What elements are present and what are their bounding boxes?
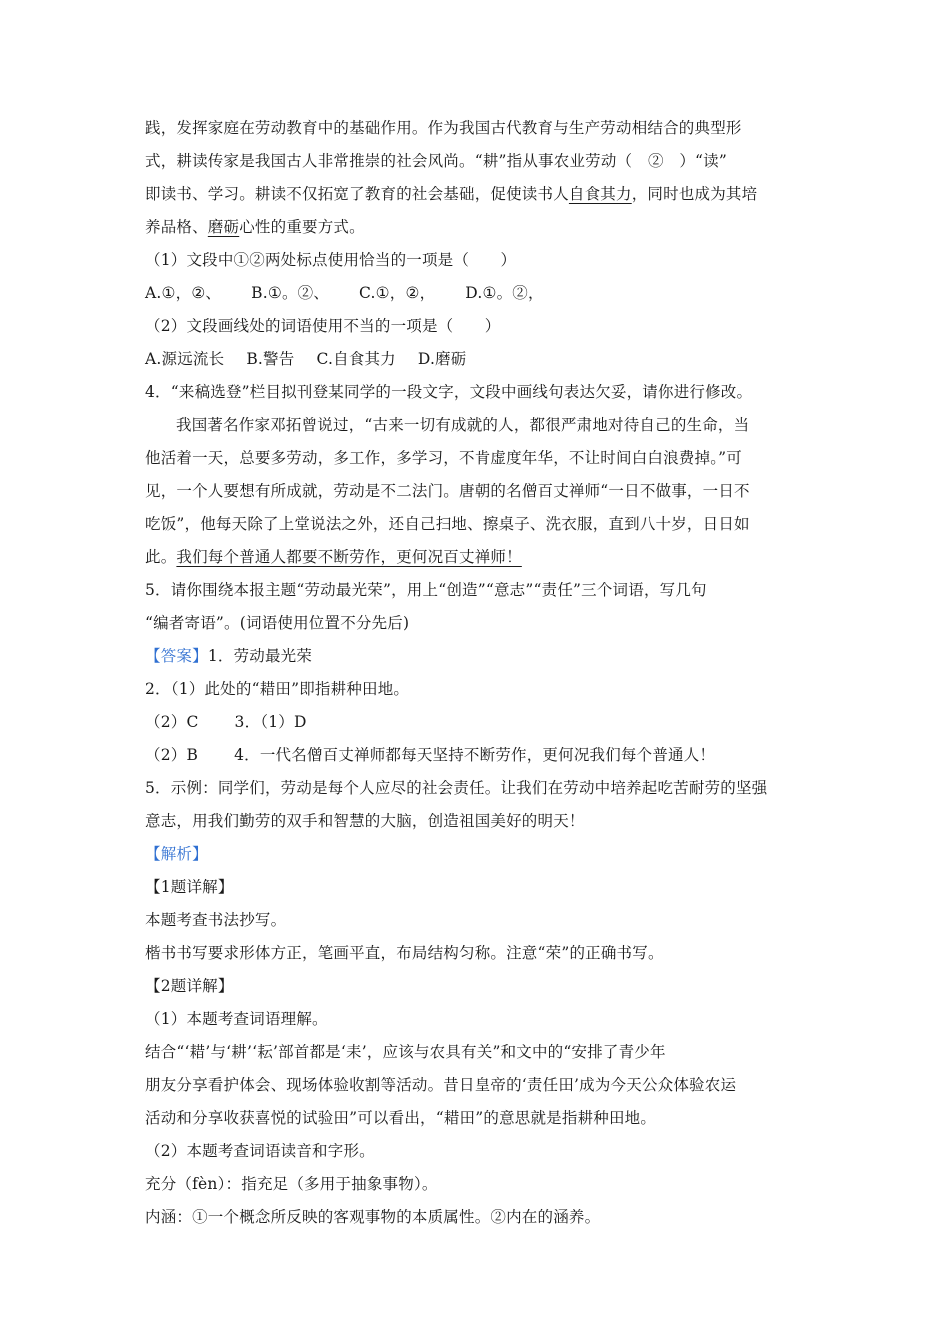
answer-line-3 — [145, 706, 815, 739]
question-4-stem: 4．“来稿选登”栏目拟刊登某同学的一段文字，文段中画线句表达欠妥，请你进行修改。 — [145, 383, 753, 401]
detail-2-heading: 【2题详解】 — [145, 977, 234, 995]
answer-3: 3．（1）D — [234, 713, 307, 731]
passage-text: ，同时也成为其培 — [631, 185, 758, 203]
question-5-line-2: “编者寄语”。(词语使用位置不分先后) — [145, 614, 410, 632]
answer-line-1 — [145, 640, 815, 673]
option-c: C.①，②， — [359, 284, 436, 302]
option-a: A.①，②、 — [145, 284, 222, 302]
answer-4: 4．一代名僧百丈禅师都每天坚持不断劳作，更何况我们每个普通人！ — [234, 746, 716, 764]
detail-2-text-5: （2）本题考查词语读音和字形。 — [145, 1142, 375, 1160]
option-c: C.自食其力 — [316, 350, 396, 368]
passage-line-1: 践，发挥家庭在劳动教育中的基础作用。作为我国古代教育与生产劳动相结合的典型形 — [145, 119, 742, 137]
question-1-stem: （1）文段中①②两处标点使用恰当的一项是（ ） — [145, 251, 517, 269]
quote-text: 此。 — [145, 548, 177, 566]
option-b: B.①。②、 — [251, 284, 330, 302]
quote-line-5 — [145, 541, 815, 574]
option-d: D.磨砺 — [417, 350, 467, 368]
question-5-line-1: 5．请你围绕本报主题“劳动最光荣”，用上“创造”“意志”“责任”三个词语，写几句 — [145, 581, 707, 599]
question-2-stem: （2）文段画线处的词语使用不当的一项是（ ） — [145, 317, 501, 335]
passage-text: 即读书、学习。耕读不仅拓宽了教育的社会基础，促使读书人 — [145, 185, 569, 203]
detail-2-text-7: 内涵：①一个概念所反映的客观事物的本质属性。②内在的涵养。 — [145, 1208, 601, 1226]
analysis-tag: 【解析】 — [145, 845, 208, 863]
quote-line-1: 我国著名作家邓拓曾说过，“古来一切有成就的人，都很严肃地对待自己的生命，当 — [176, 416, 750, 434]
detail-1-text-1: 本题考查书法抄写。 — [145, 911, 287, 929]
answer-5-line-1: 5．示例：同学们，劳动是每个人应尽的社会责任。让我们在劳动中培养起吃苦耐劳的坚强 — [145, 779, 768, 797]
answer-line-4 — [145, 739, 815, 772]
underlined-word: 磨砺 — [207, 218, 240, 236]
quote-line-2: 他活着一天，总要多劳动，多工作，多学习，不肯虚度年华，不让时间白白浪费掉。”可 — [145, 449, 742, 467]
detail-2-text-4: 活动和分享收获喜悦的试验田”可以看出，“耤田”的意思就是指耕种田地。 — [145, 1109, 657, 1127]
passage-text: 养品格、 — [145, 218, 208, 236]
option-d: D.①。②， — [465, 284, 544, 302]
detail-2-text-1: （1）本题考查词语理解。 — [145, 1010, 328, 1028]
option-b: B.警告 — [246, 350, 295, 368]
question-1-options — [145, 277, 815, 310]
question-2-options — [145, 343, 815, 376]
underlined-sentence: 我们每个普通人都要不断劳作，更何况百丈禅师！ — [176, 548, 522, 566]
answer-tag: 【答案】 — [145, 647, 208, 665]
answer-2: 2．（1）此处的“耤田”即指耕种田地。 — [145, 680, 410, 698]
option-a: A.源远流长 — [145, 350, 225, 368]
answer-5-line-2: 意志，用我们勤劳的双手和智慧的大脑，创造祖国美好的明天！ — [145, 812, 585, 830]
answer-3-2: （2）B — [145, 746, 199, 764]
passage-line-2: 式，耕读传家是我国古人非常推崇的社会风尚。“耕”指从事农业劳动（ ② ）“读” — [145, 152, 727, 170]
document-body — [145, 112, 815, 1234]
detail-2-text-3: 朋友分享看护体会、现场体验收割等活动。昔日皇帝的‘责任田’成为今天公众体验农运 — [145, 1076, 737, 1094]
answer-2-2: （2）C — [145, 713, 199, 731]
detail-2-text-2: 结合“‘耤’与‘耕’‘耘’部首都是‘耒’，应该与农具有关”和文中的“安排了青少年 — [145, 1043, 666, 1061]
passage-line-3 — [145, 178, 815, 211]
detail-1-text-2: 楷书书写要求形体方正，笔画平直，布局结构匀称。注意“荣”的正确书写。 — [145, 944, 664, 962]
quote-line-4: 吃饭”，他每天除了上堂说法之外，还自己扫地、擦桌子、洗衣服，直到八十岁，日日如 — [145, 515, 750, 533]
underlined-word: 自食其力 — [568, 185, 632, 203]
quote-line-3: 见，一个人要想有所成就，劳动是不二法门。唐朝的名僧百丈禅师“一日不做事，一日不 — [145, 482, 750, 500]
passage-text: 心性的重要方式。 — [239, 218, 365, 236]
detail-2-text-6: 充分（fèn）：指充足（多用于抽象事物）。 — [145, 1175, 438, 1193]
answer-1: 1．劳动最光荣 — [207, 647, 313, 665]
passage-line-4 — [145, 211, 815, 244]
detail-1-heading: 【1题详解】 — [145, 878, 234, 896]
